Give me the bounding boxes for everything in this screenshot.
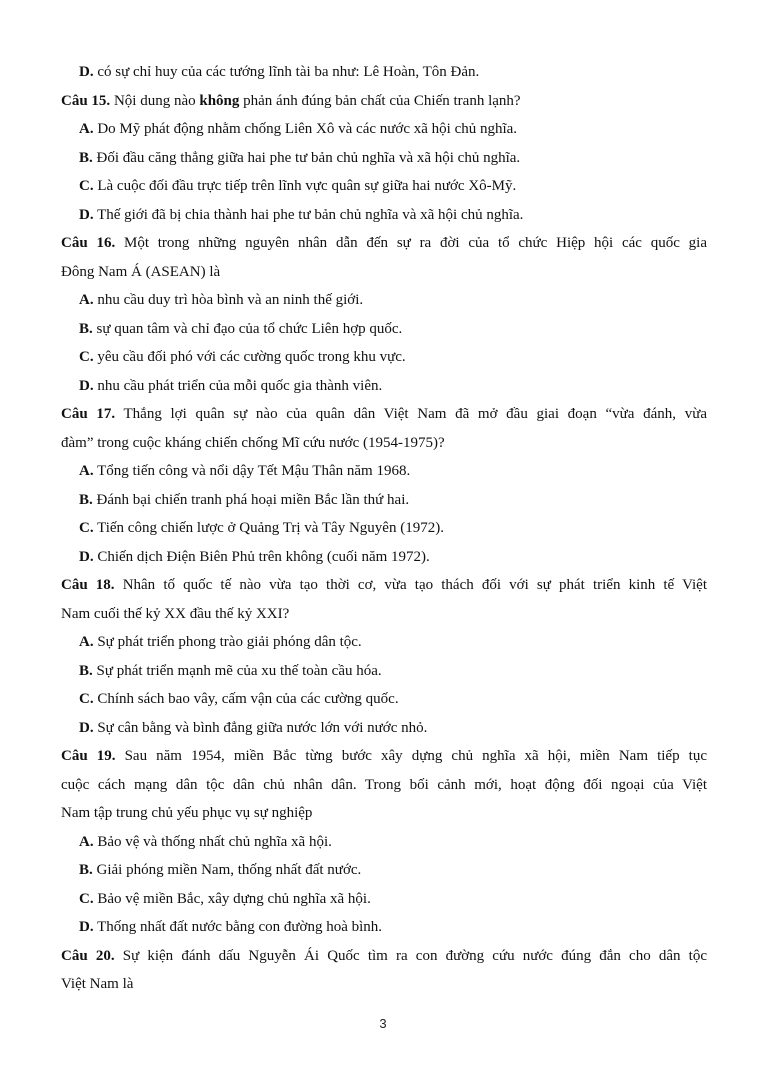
- option-text: Sự phát triển mạnh mẽ của xu thế toàn cầu hóa.: [92, 662, 382, 679]
- option-letter: C.: [79, 349, 94, 365]
- option-text: Tiến công chiến lược ở Quảng Trị và Tây Nguyên (1972).: [93, 520, 444, 536]
- option-a: [61, 628, 707, 657]
- question-18-stem-cont: [61, 600, 707, 629]
- question-text: cuộc cách mạng dân tộc dân chủ nhân dân. Trong bối cảnh mới, hoạt động đối ngoại của Việt: [61, 776, 707, 793]
- option-text: Sự cân bằng và bình đẳng giữa nước lớn với nước nhỏ.: [93, 719, 428, 736]
- option-text: có sự chỉ huy của các tướng lĩnh tài ba như: Lê Hoàn, Tôn Đản.: [93, 64, 480, 80]
- option-text: Bảo vệ miền Bắc, xây dựng chủ nghĩa xã hội.: [93, 890, 371, 907]
- option-letter: C.: [79, 691, 94, 707]
- option-text: Thống nhất đất nước bằng con đường hoà bình.: [93, 919, 383, 935]
- option-letter: B.: [79, 662, 93, 679]
- question-label: Câu 18.: [61, 577, 115, 593]
- option-letter: B.: [79, 862, 93, 878]
- option-text: nhu cầu phát triển của mỗi quốc gia thành viên.: [93, 377, 383, 394]
- question-list: [61, 58, 707, 999]
- option-a: [61, 457, 707, 486]
- question-text: Nam tập trung chủ yếu phục vụ sự nghiệp: [61, 805, 313, 821]
- option-letter: A.: [79, 121, 94, 137]
- question-emphasis: không: [199, 92, 240, 109]
- question-text: Việt Nam là: [61, 976, 134, 992]
- question-label: Câu 15.: [61, 92, 111, 109]
- option-c: [61, 685, 707, 714]
- option-letter: D.: [79, 64, 94, 80]
- question-18-stem: [61, 571, 707, 600]
- option-a: [61, 828, 707, 857]
- option-letter: D.: [79, 919, 94, 935]
- option-b: [61, 657, 707, 686]
- question-text: Sau năm 1954, miền Bắc từng bước xây dựng chủ nghĩa xã hội, miền Nam tiếp tục: [115, 748, 707, 764]
- option-text: yêu cầu đối phó với các cường quốc trong khu vực.: [93, 349, 406, 365]
- question-19-stem: [61, 742, 707, 771]
- option-letter: D.: [79, 206, 94, 223]
- option-b: [61, 315, 707, 344]
- option-letter: A.: [79, 292, 94, 308]
- option-c: [61, 514, 707, 543]
- question-text: Nhân tố quốc tế nào vừa tạo thời cơ, vừa tạo thách đối với sự phát triển kinh tế Việt: [114, 577, 707, 593]
- option-letter: D.: [79, 719, 94, 736]
- option-c: [61, 885, 707, 914]
- question-16-stem: [61, 229, 707, 258]
- option-text: nhu cầu duy trì hòa bình và an ninh thế giới.: [93, 292, 364, 308]
- option-letter: B.: [79, 149, 93, 166]
- question-20-stem: [61, 942, 707, 971]
- option-text: Đối đầu căng thẳng giữa hai phe tư bản chủ nghĩa và xã hội chủ nghĩa.: [92, 149, 521, 166]
- option-text: Bảo vệ và thống nhất chủ nghĩa xã hội.: [93, 833, 332, 850]
- question-text: Nội dung nào: [110, 92, 200, 109]
- question-text: Đông Nam Á (ASEAN) là: [61, 263, 221, 280]
- option-c: [61, 343, 707, 372]
- option-d: [61, 543, 707, 572]
- question-19-stem-cont: [61, 771, 707, 800]
- page-number: 3: [379, 1016, 387, 1031]
- option-text: Chính sách bao vây, cấm vận của các cường quốc.: [93, 691, 399, 707]
- option-d: [61, 714, 707, 743]
- option-c: [61, 172, 707, 201]
- option-d: [61, 913, 707, 942]
- option-a: [61, 115, 707, 144]
- option-text: Chiến dịch Điện Biên Phủ trên không (cuối năm 1972).: [93, 548, 430, 565]
- question-text: phản ánh đúng bản chất của Chiến tranh lạnh?: [239, 92, 521, 109]
- question-label: Câu 17.: [61, 406, 116, 422]
- option-b: [61, 486, 707, 515]
- question-label: Câu 19.: [61, 748, 116, 764]
- option-d-prev: [61, 58, 707, 87]
- option-text: Là cuộc đối đầu trực tiếp trên lĩnh vực quân sự giữa hai nước Xô-Mỹ.: [93, 178, 517, 194]
- option-letter: B.: [79, 491, 93, 508]
- option-text: Tổng tiến công và nổi dậy Tết Mậu Thân năm 1968.: [93, 463, 411, 479]
- option-a: [61, 286, 707, 315]
- option-text: Sự phát triển phong trào giải phóng dân tộc.: [93, 634, 362, 650]
- option-d: [61, 201, 707, 230]
- question-16-stem-cont: [61, 258, 707, 287]
- option-text: Thế giới đã bị chia thành hai phe tư bản chủ nghĩa và xã hội chủ nghĩa.: [93, 206, 524, 223]
- option-letter: C.: [79, 520, 94, 536]
- option-text: Đánh bại chiến tranh phá hoại miền Bắc lần thứ hai.: [92, 491, 410, 508]
- option-letter: A.: [79, 463, 94, 479]
- question-19-stem-cont: [61, 799, 707, 828]
- question-text: đàm” trong cuộc kháng chiến chống Mĩ cứu nước (1954-1975)?: [61, 434, 445, 451]
- option-text: Do Mỹ phát động nhằm chống Liên Xô và các nước xã hội chủ nghĩa.: [93, 121, 518, 137]
- question-text: Sự kiện đánh dấu Nguyễn Ái Quốc tìm ra con đường cứu nước đúng đắn cho dân tộc: [114, 947, 707, 964]
- question-text: Một trong những nguyên nhân dẫn đến sự ra đời của tổ chức Hiệp hội các quốc gia: [115, 235, 707, 251]
- question-20-stem-cont: [61, 970, 707, 999]
- option-letter: B.: [79, 320, 93, 337]
- question-text: Thắng lợi quân sự nào của quân dân Việt Nam đã mở đầu giai đoạn “vừa đánh, vừa: [115, 406, 707, 422]
- option-letter: A.: [79, 634, 94, 650]
- option-letter: A.: [79, 833, 94, 850]
- question-text: Nam cuối thế kỷ XX đầu thế kỷ XXI?: [61, 605, 290, 622]
- option-letter: D.: [79, 377, 94, 394]
- question-label: Câu 16.: [61, 235, 116, 251]
- option-letter: C.: [79, 178, 94, 194]
- option-text: sự quan tâm và chỉ đạo của tổ chức Liên hợp quốc.: [92, 320, 403, 337]
- question-15-stem: [61, 87, 707, 116]
- option-letter: C.: [79, 890, 94, 907]
- option-b: [61, 856, 707, 885]
- question-17-stem: [61, 400, 707, 429]
- option-text: Giải phóng miền Nam, thống nhất đất nước.: [92, 862, 362, 878]
- option-letter: D.: [79, 548, 94, 565]
- option-d: [61, 372, 707, 401]
- option-b: [61, 144, 707, 173]
- question-label: Câu 20.: [61, 947, 115, 964]
- question-17-stem-cont: [61, 429, 707, 458]
